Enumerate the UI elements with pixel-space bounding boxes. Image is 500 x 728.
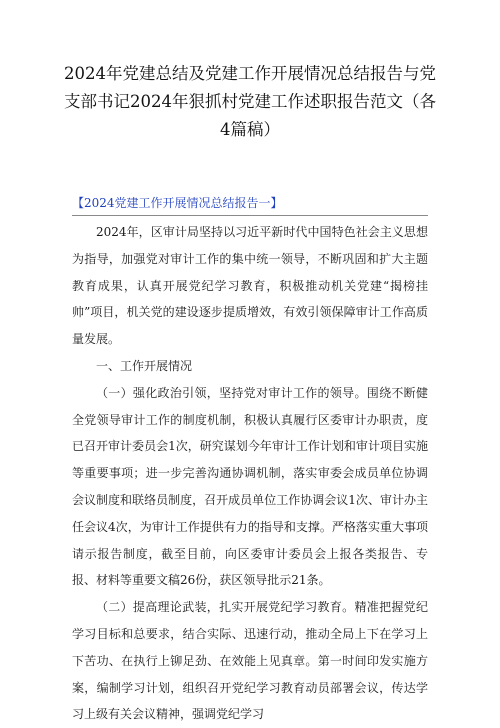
paragraph-heading-work: 一、工作开展情况 xyxy=(96,358,193,373)
paragraph-intro: 2024年，区审计局坚持以习近平新时代中国特色社会主义思想为指导，加强党对审计工作的集中统一领导，不断巩固和扩大主题教育成果，认真开展党纪学习教育，积极推动机关党建“揭榜挂帅”项目，机关党的建设逐步提质增效，有效引领保障审计工作高质量发展。 xyxy=(72,225,428,347)
section-heading: 【2024党建工作开展情况总结报告一】 xyxy=(72,194,428,216)
paragraph-political-leadership: （一）强化政治引领，坚持党对审计工作的领导。围绕不断健全党领导审计工作的制度机制，积极认真履行区委审计办职责，度已召开审计委员会1次，研究谋划今年审计工作计划和审计项目实施等重要事项；进一步完善沟通协调机制，落实审委会成员单位协调会议制度和联络员制度，召开成员单位工作协调会议1次、审计办主任会议4次，为审计工作提供有力的指导和支撑。严格落实重大事项请示报告制度，截至目前，向区委审计委员会上报各类报告、专报、材料等重要文稿26份，获区领导批示21条。 xyxy=(72,385,428,588)
document-title: 2024年党建总结及党建工作开展情况总结报告与党支部书记2024年狠抓村党建工作述职报告范文（各4篇稿） xyxy=(64,64,436,139)
document-body xyxy=(72,219,428,728)
paragraph-theory-study: （二）提高理论武装，扎实开展党纪学习教育。精准把握党纪学习目标和总要求，结合实际、迅速行动，推动全局上下在学习上下苦功、在执行上铆足劲、在效能上见真章。第一时间印发实施方案，编制学习计划，组织召开党纪学习教育动员部署会议，传达学习上级有关会议精神，强调党纪学习 xyxy=(72,600,428,722)
